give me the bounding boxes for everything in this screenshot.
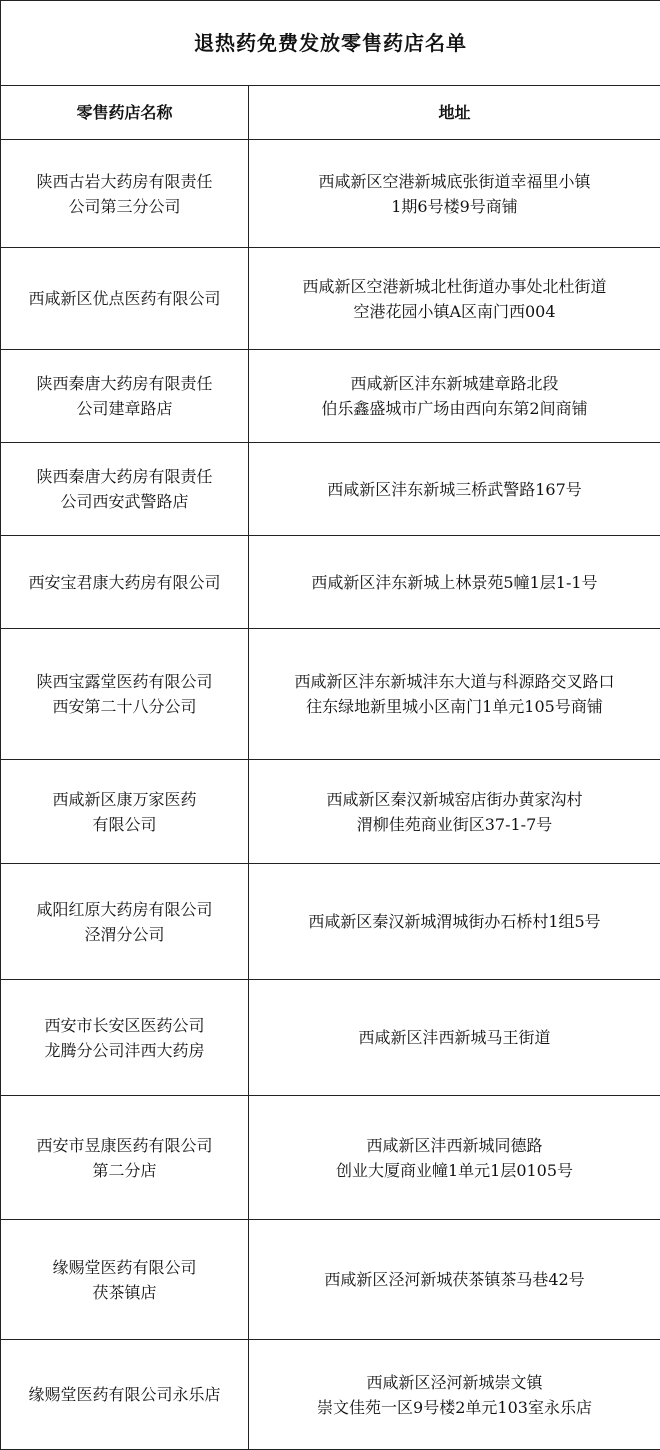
column-header-address: 地址 [249, 86, 660, 140]
pharmacy-name-cell [1, 1340, 249, 1450]
pharmacy-name-cell [1, 1096, 249, 1220]
pharmacy-name-line: 陕西秦唐大药房有限责任 [36, 374, 213, 393]
pharmacy-address-line: 西咸新区沣东新城沣东大道与科源路交叉路口 [294, 672, 615, 691]
pharmacy-address-line: 空港花园小镇A区南门西004 [353, 301, 556, 321]
pharmacy-address-cell [249, 864, 660, 980]
pharmacy-name-line: 泾渭分公司 [84, 924, 165, 944]
pharmacy-name-cell [1, 1220, 249, 1340]
pharmacy-address-cell [249, 443, 660, 536]
pharmacy-name-line: 公司西安武警路店 [60, 492, 189, 511]
pharmacy-address-cell [249, 1340, 660, 1450]
pharmacy-address-line: 西咸新区泾河新城茯茶镇茶马巷42号 [324, 1270, 585, 1289]
pharmacy-address-cell [249, 350, 660, 443]
pharmacy-address-line: 西咸新区沣西新城同德路 [366, 1135, 543, 1155]
table-row [1, 1220, 660, 1340]
table-row [1, 1340, 660, 1450]
pharmacy-address-line: 西咸新区秦汉新城窑店街办黄家沟村 [326, 789, 583, 809]
table-row [1, 350, 660, 443]
pharmacy-address-line: 西咸新区秦汉新城渭城街办石桥村1组5号 [308, 912, 601, 931]
table-row [1, 536, 660, 629]
title-row [1, 1, 660, 86]
pharmacy-address-cell [249, 1096, 660, 1220]
pharmacy-address-line: 西咸新区泾河新城崇文镇 [366, 1372, 543, 1392]
table-row [1, 140, 660, 248]
pharmacy-name-cell [1, 629, 249, 760]
header-row [1, 86, 660, 140]
pharmacy-name-line: 缘赐堂医药有限公司永乐店 [28, 1385, 221, 1404]
pharmacy-address-line: 伯乐鑫盛城市广场由西向东第2间商铺 [321, 399, 588, 418]
pharmacy-address-cell [249, 248, 660, 350]
pharmacy-name-line: 公司建章路店 [76, 399, 173, 418]
pharmacy-name-line: 西安第二十八分公司 [52, 697, 197, 716]
table-row [1, 629, 660, 760]
pharmacy-name-cell [1, 864, 249, 980]
pharmacy-address-line: 1期6号楼9号商铺 [391, 196, 518, 216]
pharmacy-address-cell [249, 140, 660, 248]
pharmacy-name-line: 陕西古岩大药房有限责任 [36, 171, 213, 191]
pharmacy-address-line: 西咸新区空港新城底张街道幸福里小镇 [318, 171, 591, 191]
pharmacy-name-line: 西安宝君康大药房有限公司 [28, 572, 221, 592]
pharmacy-name-cell [1, 536, 249, 629]
pharmacy-address-cell [249, 760, 660, 864]
pharmacy-address-line: 崇文佳苑一区9号楼2单元103室永乐店 [317, 1397, 592, 1417]
pharmacy-address-line: 西咸新区沣西新城马王街道 [358, 1028, 551, 1047]
pharmacy-address-cell [249, 1220, 660, 1340]
pharmacy-name-cell [1, 443, 249, 536]
pharmacy-name-cell [1, 140, 249, 248]
table-row [1, 864, 660, 980]
pharmacy-name-line: 陕西宝露堂医药有限公司 [36, 672, 213, 691]
pharmacy-address-line: 西咸新区沣东新城建章路北段 [350, 374, 559, 393]
pharmacy-name-line: 西咸新区优点医药有限公司 [28, 289, 221, 308]
pharmacy-address-line: 往东绿地新里城小区南门1单元105号商铺 [306, 697, 603, 716]
pharmacy-address-cell [249, 980, 660, 1096]
pharmacy-name-line: 咸阳红原大药房有限公司 [36, 899, 213, 919]
pharmacy-name-line: 龙腾分公司沣西大药房 [44, 1040, 205, 1060]
table-row [1, 443, 660, 536]
pharmacy-name-line: 西安市长安区医药公司 [44, 1015, 205, 1035]
pharmacy-address-line: 创业大厦商业幢1单元1层0105号 [335, 1160, 574, 1180]
pharmacy-name-cell [1, 350, 249, 443]
pharmacy-name-cell [1, 980, 249, 1096]
pharmacy-name-cell [1, 760, 249, 864]
pharmacy-address-line: 西咸新区空港新城北杜街道办事处北杜街道 [302, 276, 607, 296]
table-row [1, 1096, 660, 1220]
pharmacy-name-cell [1, 248, 249, 350]
pharmacy-address-line: 西咸新区沣东新城上林景苑5幢1层1-1号 [311, 572, 598, 592]
pharmacy-name-line: 第二分店 [92, 1160, 157, 1180]
pharmacy-name-line: 缘赐堂医药有限公司 [52, 1257, 197, 1277]
pharmacy-address-cell [249, 536, 660, 629]
column-header-name: 零售药店名称 [1, 86, 249, 140]
pharmacy-address-line: 西咸新区沣东新城三桥武警路167号 [327, 479, 582, 499]
pharmacy-address-cell [249, 629, 660, 760]
pharmacy-name-line: 公司第三分公司 [68, 196, 181, 216]
pharmacy-name-line: 西咸新区康万家医药 [52, 789, 197, 809]
table-row [1, 760, 660, 864]
pharmacy-name-line: 有限公司 [92, 814, 157, 834]
pharmacy-address-line: 渭柳佳苑商业街区37-1-7号 [356, 814, 553, 834]
page-title: 退热药免费发放零售药店名单 [1, 1, 660, 86]
table-row [1, 980, 660, 1096]
pharmacy-name-line: 陕西秦唐大药房有限责任 [36, 467, 213, 486]
table-row [1, 248, 660, 350]
pharmacy-name-line: 茯茶镇店 [92, 1282, 157, 1302]
pharmacy-name-line: 西安市昱康医药有限公司 [36, 1135, 213, 1155]
